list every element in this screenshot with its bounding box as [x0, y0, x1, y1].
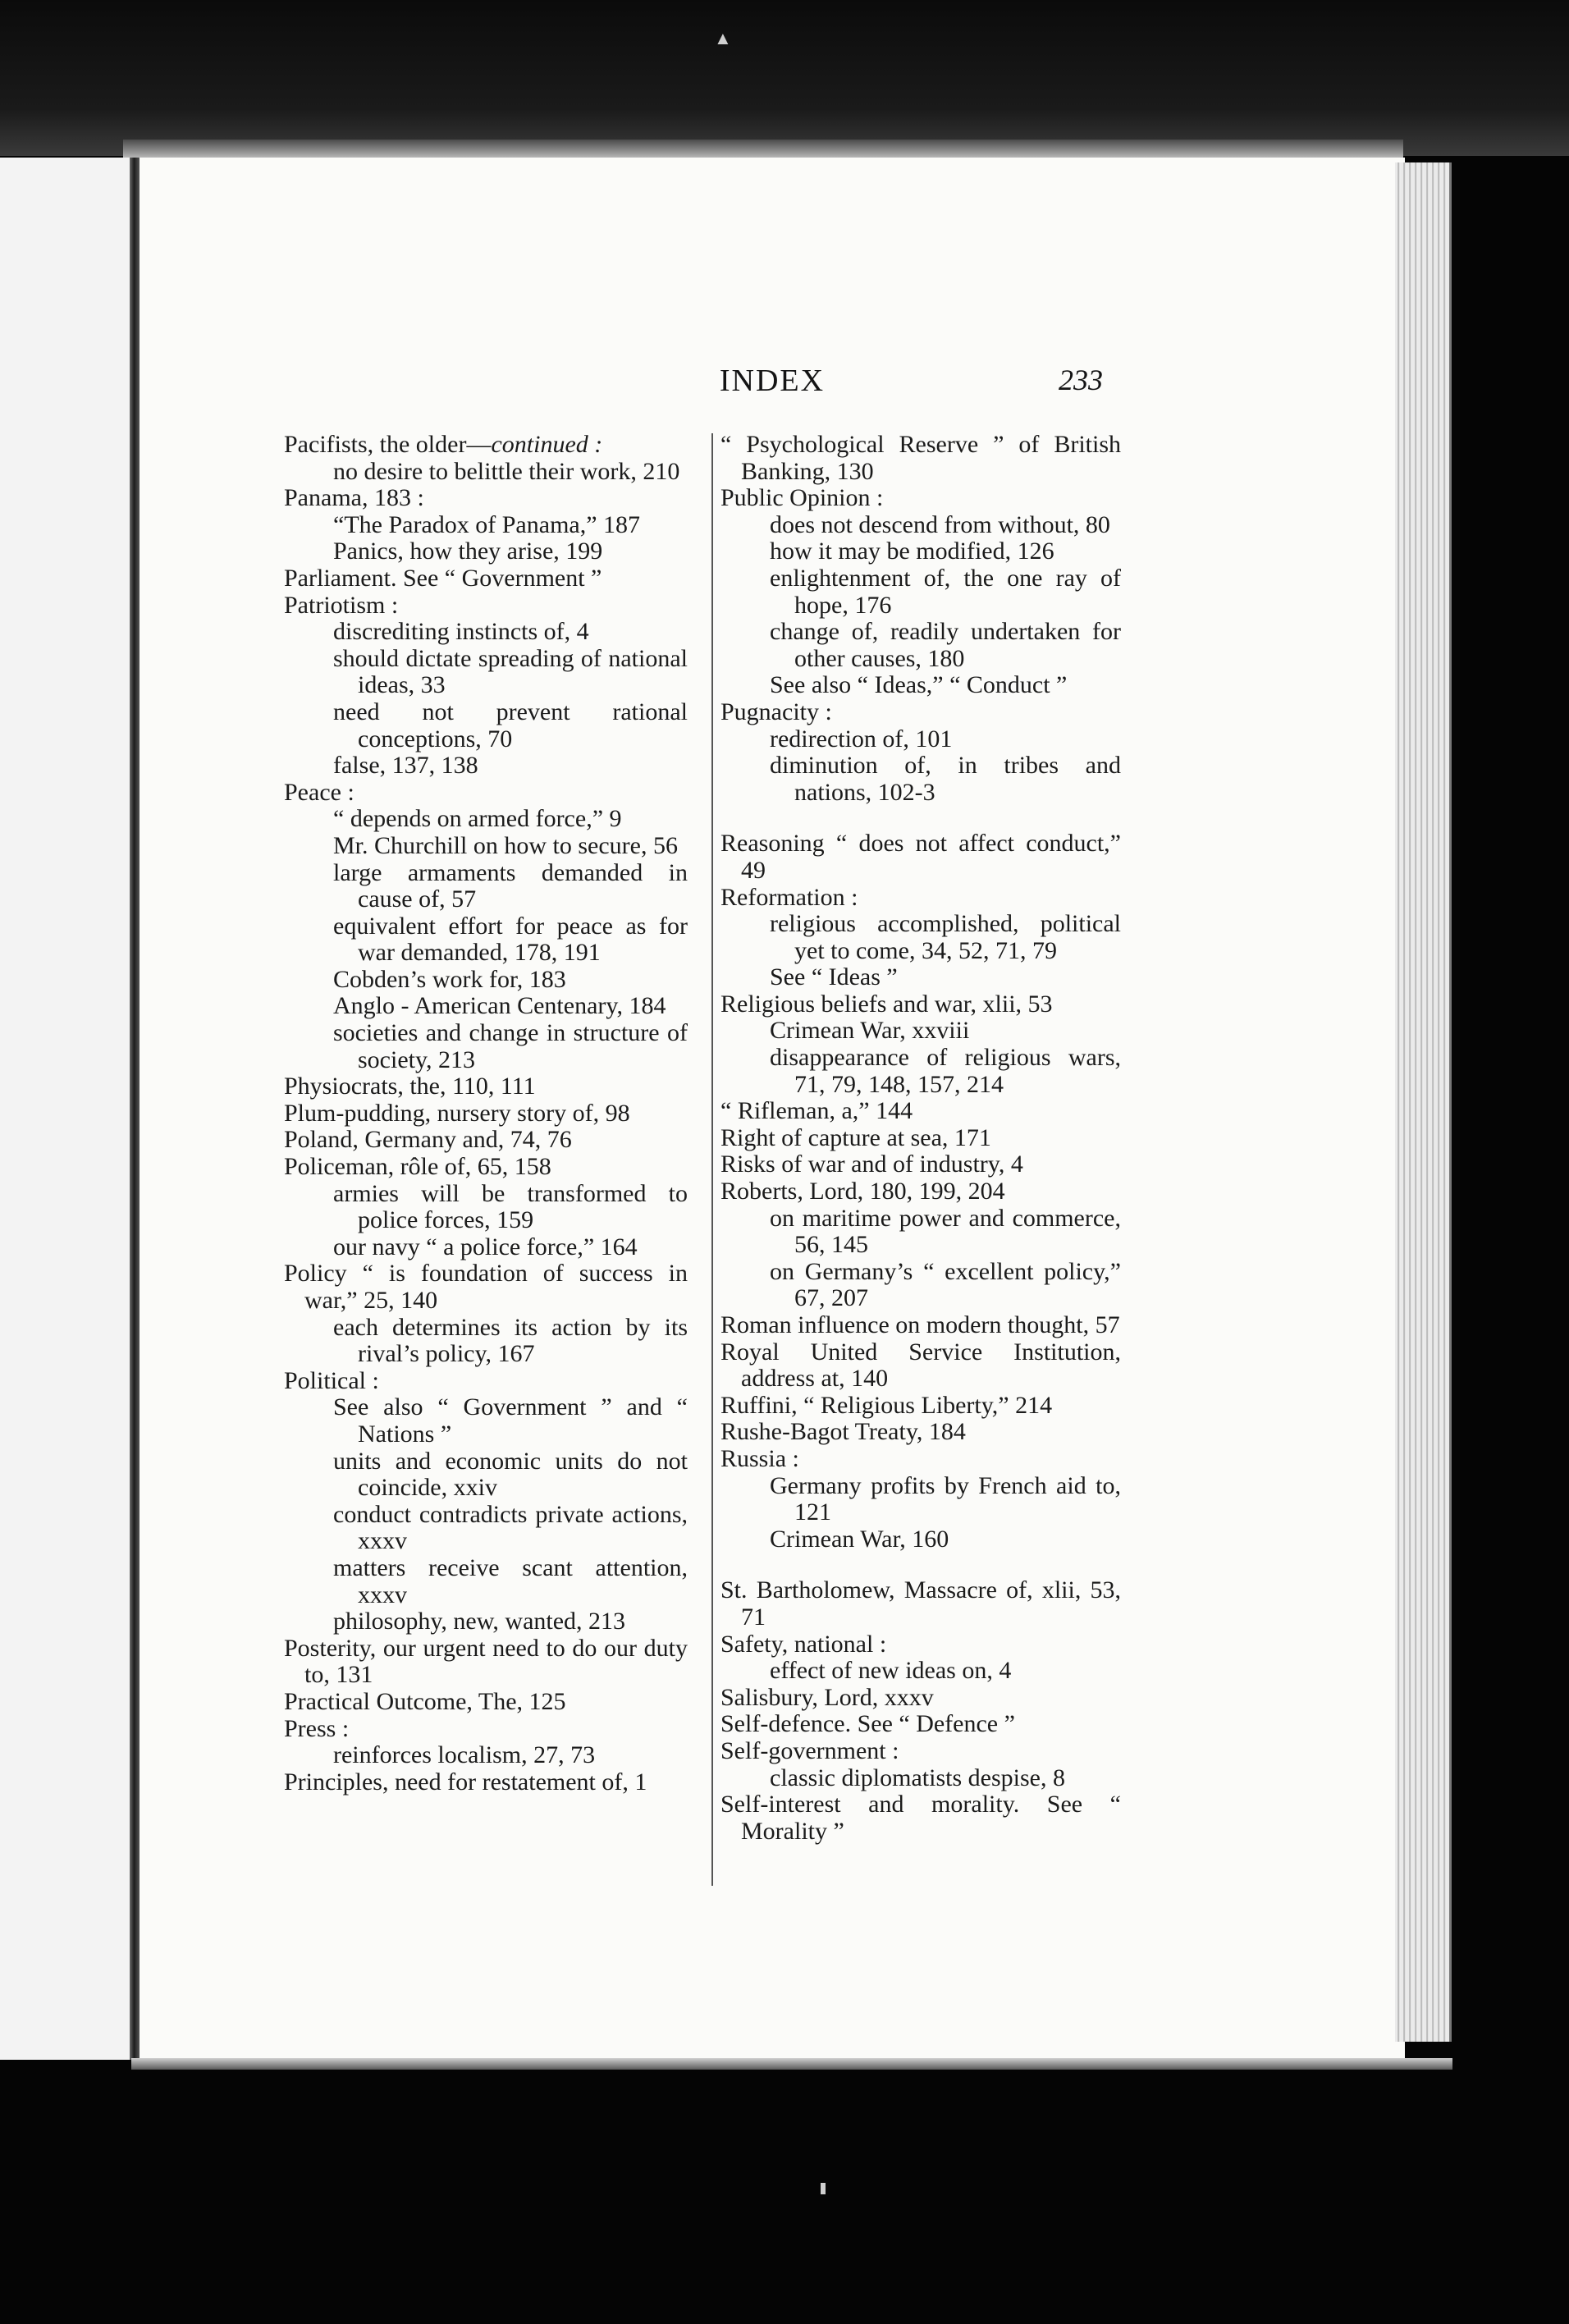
- entry-text: philosophy, new, wanted, 213: [333, 1608, 626, 1635]
- entry-text: Parliament. See “ Government ”: [284, 564, 602, 592]
- ring-mark-icon: ▲: [714, 28, 732, 48]
- entry-text: societies and change in structure of society, 213: [333, 1019, 688, 1073]
- entry-text: reinforces localism, 27, 73: [333, 1741, 596, 1769]
- index-subentry: [720, 565, 1121, 619]
- index-entry: [284, 432, 688, 459]
- index-entry: [284, 1368, 688, 1395]
- entry-text: classic diplomatists despise, 8: [770, 1764, 1065, 1791]
- index-subentry: [284, 1608, 688, 1635]
- entry-text: Anglo - American Centenary, 184: [333, 992, 666, 1020]
- entry-text: See also “ Ideas,” “ Conduct ”: [770, 671, 1068, 699]
- index-subentry: [284, 1742, 688, 1769]
- index-subentry: [284, 512, 688, 539]
- entry-text: “ Rifleman, a,” 144: [720, 1097, 913, 1125]
- entry-text: Practical Outcome, The, 125: [284, 1687, 566, 1715]
- entry-text: Patriotism :: [284, 591, 399, 619]
- index-subentry: [720, 1765, 1121, 1792]
- index-entry: [284, 1260, 688, 1314]
- index-column-right: [720, 432, 1121, 1845]
- book-spine: [130, 158, 140, 2060]
- entry-text: discrediting instincts of, 4: [333, 618, 589, 646]
- entry-text: need not prevent rational conceptions, 70: [333, 698, 688, 753]
- index-entry: [284, 780, 688, 807]
- section-gap: [720, 806, 1121, 830]
- entry-text: Pugnacity :: [720, 698, 832, 725]
- index-subentry: [284, 913, 688, 967]
- entry-text: how it may be modified, 126: [770, 538, 1054, 565]
- entry-text: should dictate spreading of national ideas, 33: [333, 644, 688, 699]
- index-entry: [720, 1178, 1121, 1205]
- entry-text: false, 137, 138: [333, 752, 478, 780]
- index-subentry: [284, 646, 688, 699]
- entry-text: Policeman, rôle of, 65, 158: [284, 1153, 551, 1181]
- index-subentry: [720, 911, 1121, 964]
- index-subentry: [720, 726, 1121, 753]
- entry-text: “ Psychological Reserve ” of British Banking, 130: [720, 431, 1121, 485]
- index-subentry: [720, 1018, 1121, 1045]
- entry-text: Self-interest and morality. See “ Morality ”: [720, 1791, 1121, 1845]
- page-mark: [821, 2183, 826, 2194]
- index-subentry: [284, 753, 688, 780]
- index-entry: [720, 1312, 1121, 1339]
- index-subentry: [720, 1526, 1121, 1553]
- entry-text: on Germany’s “ excellent policy,” 67, 207: [770, 1257, 1121, 1312]
- index-entry: [720, 1791, 1121, 1845]
- index-entry: [720, 1711, 1121, 1738]
- index-subentry: [284, 459, 688, 486]
- index-entry: [284, 1716, 688, 1743]
- index-subentry: [720, 1658, 1121, 1685]
- entry-text: Policy “ is foundation of success in war,” 25, 140: [284, 1260, 688, 1314]
- index-subentry: [284, 967, 688, 994]
- index-entry: [284, 1127, 688, 1154]
- entry-text: on maritime power and commerce, 56, 145: [770, 1204, 1121, 1259]
- entry-text: does not descend from without, 80: [770, 510, 1110, 538]
- index-entry: [720, 1685, 1121, 1712]
- entry-text: Panama, 183 :: [284, 484, 424, 512]
- entry-text: Poland, Germany and, 74, 76: [284, 1126, 572, 1154]
- index-subentry: [284, 619, 688, 646]
- entry-text: no desire to belittle their work, 210: [333, 457, 680, 485]
- index-subentry: [720, 964, 1121, 991]
- entry-text: matters receive scant attention, xxxv: [333, 1553, 688, 1608]
- entry-text: Posterity, our urgent need to do our duty to, 131: [284, 1634, 688, 1689]
- entry-text: units and economic units do not coincide, xxiv: [333, 1447, 688, 1502]
- entry-text: Principles, need for restatement of, 1: [284, 1768, 647, 1796]
- entry-text: “The Paradox of Panama,” 187: [333, 510, 641, 538]
- index-subentry: [284, 699, 688, 753]
- entry-text: Roberts, Lord, 180, 199, 204: [720, 1178, 1005, 1205]
- index-entry: [284, 1769, 688, 1796]
- entry-text: diminution of, in tribes and nations, 102-3: [770, 752, 1121, 806]
- index-entry: [720, 1446, 1121, 1473]
- entry-text: Cobden’s work for, 183: [333, 965, 566, 993]
- index-entry: [284, 565, 688, 592]
- index-subentry: [284, 1448, 688, 1502]
- entry-text: Rushe-Bagot Treaty, 184: [720, 1418, 966, 1446]
- entry-text: our navy “ a police force,” 164: [333, 1233, 638, 1260]
- index-entry: [720, 1419, 1121, 1446]
- index-subentry: [720, 538, 1121, 565]
- entry-text: Royal United Service Institution, address at, 140: [720, 1338, 1121, 1393]
- index-entry: [284, 1689, 688, 1716]
- index-subentry: [720, 512, 1121, 539]
- entry-text: equivalent effort for peace as for war demanded, 178, 191: [333, 912, 688, 967]
- index-subentry: [284, 1502, 688, 1555]
- entry-text: Religious beliefs and war, xlii, 53: [720, 990, 1053, 1018]
- entry-text: Peace :: [284, 778, 355, 806]
- entry-text: Ruffini, “ Religious Liberty,” 214: [720, 1391, 1053, 1419]
- index-subentry: [720, 753, 1121, 806]
- entry-text: conduct contradicts private actions, xxxv: [333, 1500, 688, 1555]
- index-entry: [720, 991, 1121, 1018]
- index-column-left: [284, 432, 688, 1796]
- index-subentry: [284, 860, 688, 913]
- continued-label: continued :: [491, 431, 603, 458]
- index-subentry: [284, 538, 688, 565]
- entry-text: Reasoning “ does not affect conduct,” 49: [720, 830, 1121, 884]
- index-entry: [720, 1339, 1121, 1393]
- index-subentry: [284, 1315, 688, 1368]
- entry-text: Safety, national :: [720, 1630, 887, 1658]
- entry-text: redirection of, 101: [770, 725, 953, 753]
- entry-text: “ depends on armed force,” 9: [333, 805, 622, 833]
- index-subentry: [720, 1205, 1121, 1259]
- index-entry: [284, 1100, 688, 1128]
- index-subentry: [284, 833, 688, 860]
- entry-text: religious accomplished, political yet to come, 34, 52, 71, 79: [770, 910, 1121, 964]
- index-subentry: [284, 1394, 688, 1448]
- entry-text: St. Bartholomew, Massacre of, xlii, 53, 71: [720, 1576, 1121, 1631]
- page-stack-edge: [1395, 162, 1452, 2042]
- index-subentry: [284, 1234, 688, 1261]
- entry-text: Crimean War, 160: [770, 1525, 949, 1553]
- index-subentry: [720, 619, 1121, 672]
- index-subentry: [284, 1555, 688, 1608]
- index-entry: [720, 1631, 1121, 1658]
- index-entry: [720, 1738, 1121, 1765]
- index-entry: [284, 1154, 688, 1181]
- index-subentry: [284, 993, 688, 1020]
- index-subentry: [284, 1020, 688, 1073]
- entry-text: effect of new ideas on, 4: [770, 1657, 1012, 1685]
- index-subentry: [284, 806, 688, 833]
- entry-text: Salisbury, Lord, xxxv: [720, 1683, 934, 1711]
- entry-text: Public Opinion :: [720, 484, 884, 512]
- entry-text: Reformation :: [720, 883, 858, 911]
- index-subentry: [720, 1259, 1121, 1312]
- entry-text: Self-government :: [720, 1736, 899, 1764]
- entry-text: Plum-pudding, nursery story of, 98: [284, 1099, 630, 1127]
- index-entry: [284, 485, 688, 512]
- index-entry: [284, 1635, 688, 1689]
- entry-text: Self-defence. See “ Defence ”: [720, 1710, 1015, 1738]
- entry-text: Germany profits by French aid to, 121: [770, 1471, 1121, 1526]
- entry-text: See “ Ideas ”: [770, 963, 898, 991]
- background-top: [0, 0, 1569, 156]
- entry-text: Russia :: [720, 1444, 799, 1472]
- index-entry: [720, 432, 1121, 485]
- index-entry: [720, 1098, 1121, 1125]
- book-bottom-edge: [131, 2058, 1452, 2070]
- index-subentry: [284, 1181, 688, 1234]
- entry-text: Crimean War, xxviii: [770, 1017, 970, 1045]
- index-entry: [720, 1577, 1121, 1631]
- entry-text: Panics, how they arise, 199: [333, 538, 603, 565]
- page-title: INDEX: [719, 364, 826, 398]
- entry-text: large armaments demanded in cause of, 57: [333, 858, 688, 913]
- index-entry: [284, 1073, 688, 1100]
- entry-text: Political :: [284, 1366, 379, 1394]
- index-subentry: [720, 1473, 1121, 1526]
- index-entry: [720, 1393, 1121, 1420]
- section-gap: [720, 1553, 1121, 1577]
- entry-text: disappearance of religious wars, 71, 79, 148, 157, 214: [770, 1044, 1121, 1098]
- entry-text: change of, readily undertaken for other causes, 180: [770, 618, 1121, 672]
- entry-text: each determines its action by its rival’s policy, 167: [333, 1313, 688, 1368]
- index-entry: [720, 485, 1121, 512]
- entry-text: Pacifists, the older—: [284, 431, 492, 458]
- entry-text: Mr. Churchill on how to secure, 56: [333, 831, 678, 859]
- entry-text: Right of capture at sea, 171: [720, 1123, 991, 1151]
- entry-text: Roman influence on modern thought, 57: [720, 1311, 1120, 1338]
- index-entry: [720, 1125, 1121, 1152]
- index-entry: [720, 830, 1121, 884]
- entry-text: enlightenment of, the one ray of hope, 176: [770, 564, 1121, 619]
- entry-text: See also “ Government ” and “ Nations ”: [333, 1393, 688, 1448]
- column-divider: [711, 433, 713, 1886]
- left-page-sliver: [0, 158, 131, 2060]
- entry-text: Press :: [284, 1714, 350, 1742]
- entry-text: armies will be transformed to police forces, 159: [333, 1179, 688, 1234]
- index-entry: [720, 885, 1121, 912]
- index-subentry: [720, 1045, 1121, 1098]
- running-head: [140, 363, 1405, 404]
- index-entry: [720, 699, 1121, 726]
- entry-text: Physiocrats, the, 110, 111: [284, 1073, 536, 1100]
- page-number: 233: [1059, 364, 1103, 396]
- index-entry: [720, 1151, 1121, 1178]
- index-subentry: [720, 672, 1121, 699]
- index-entry: [284, 592, 688, 620]
- entry-text: Risks of war and of industry, 4: [720, 1151, 1023, 1178]
